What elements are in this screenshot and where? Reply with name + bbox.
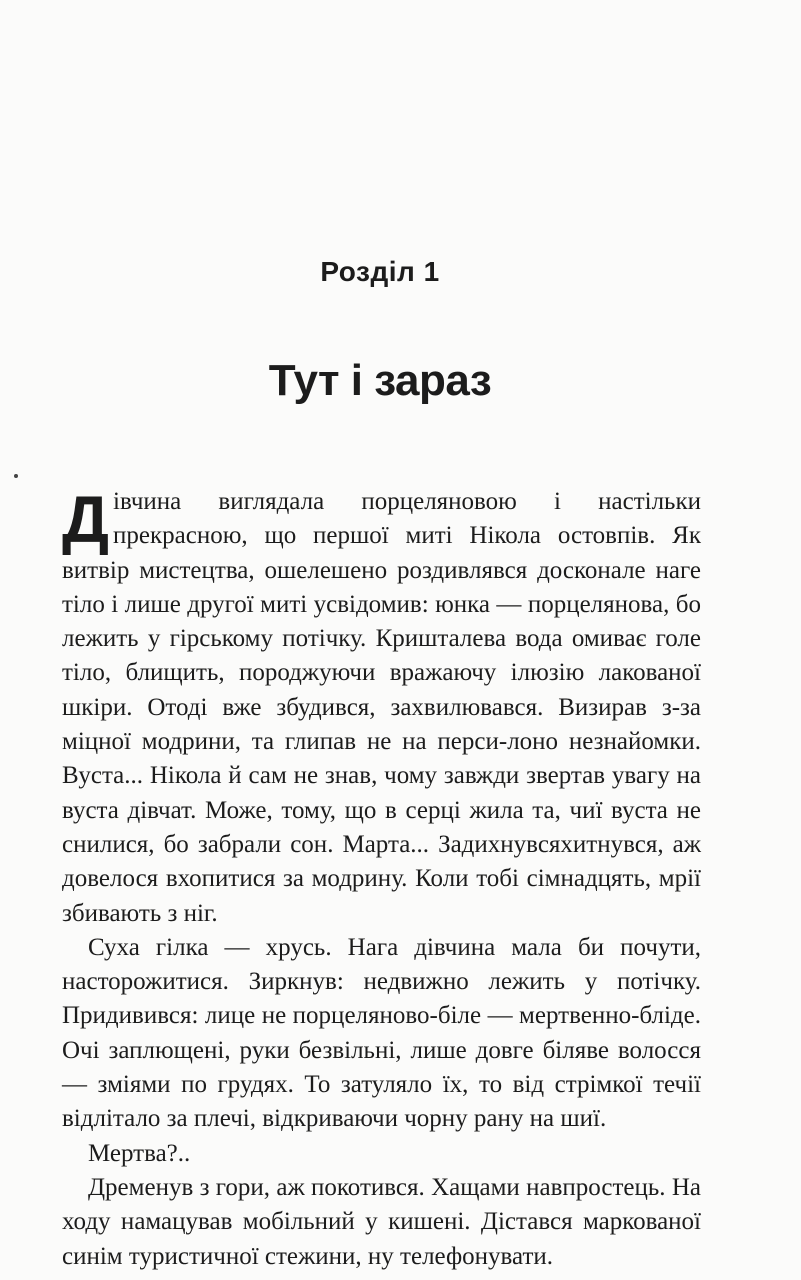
- paragraph-3: Мертва?..: [88, 1139, 191, 1167]
- chapter-label: Розділ 1: [320, 256, 440, 287]
- paragraph-1: [62, 482, 701, 931]
- scan-speck: [14, 474, 18, 478]
- chapter-title: Тут і зараз: [268, 356, 492, 405]
- paragraph-4: Дременув з гори, аж покотився. Хащами навпростець. На ходу намацував мобільний у кишені. Дістався маркованої синім туристичної стежини, ну телефонувати.: [62, 1173, 701, 1270]
- body-text: [62, 482, 701, 1274]
- paragraph-2: Суха гілка — хрусь. Нага дівчина мала би почути, насторожитися. Зиркнув: недвижно лежить у потічку. Придивився: лице не порцеляново-біле — мертвенно-бліде. Очі заплющені, руки безвільні, лише довге біляве волосся — зміями по грудях. То затуляло їх, то від стрімкої течії відлітало за плечі, відкриваючи чорну рану на шиї.: [62, 933, 701, 1133]
- paragraph-1-text: івчина виглядала порцеляновою і настільки прекрасною, що першої миті Нікола остовпів. Як витвір мистецтва, ошелешено роздивлявся досконале наге тіло і лише другої миті усвідомив: юнка — порцелянова, бо лежить у гірському потічку. Кришталева вода омиває голе тіло, блищить, породжуючи вражаючу ілюзію лакованої шкіри. Отоді вже збудився, захвилювався. Визирав з-за міцної модрини, та глипав не на перси-лоно незнайомки. Вуста... Нікола й сам не знав, чому завжди звертав увагу на вуста дівчат. Може, тому, що в серці жила та, чиї вуста не снилися, бо забрали сон. Марта... Задихнувсяхитнувся, аж довелося вхопитися за модрину. Коли тобі сімнадцять, мрії збивають з ніг.: [62, 488, 701, 927]
- drop-cap: Д: [62, 482, 110, 556]
